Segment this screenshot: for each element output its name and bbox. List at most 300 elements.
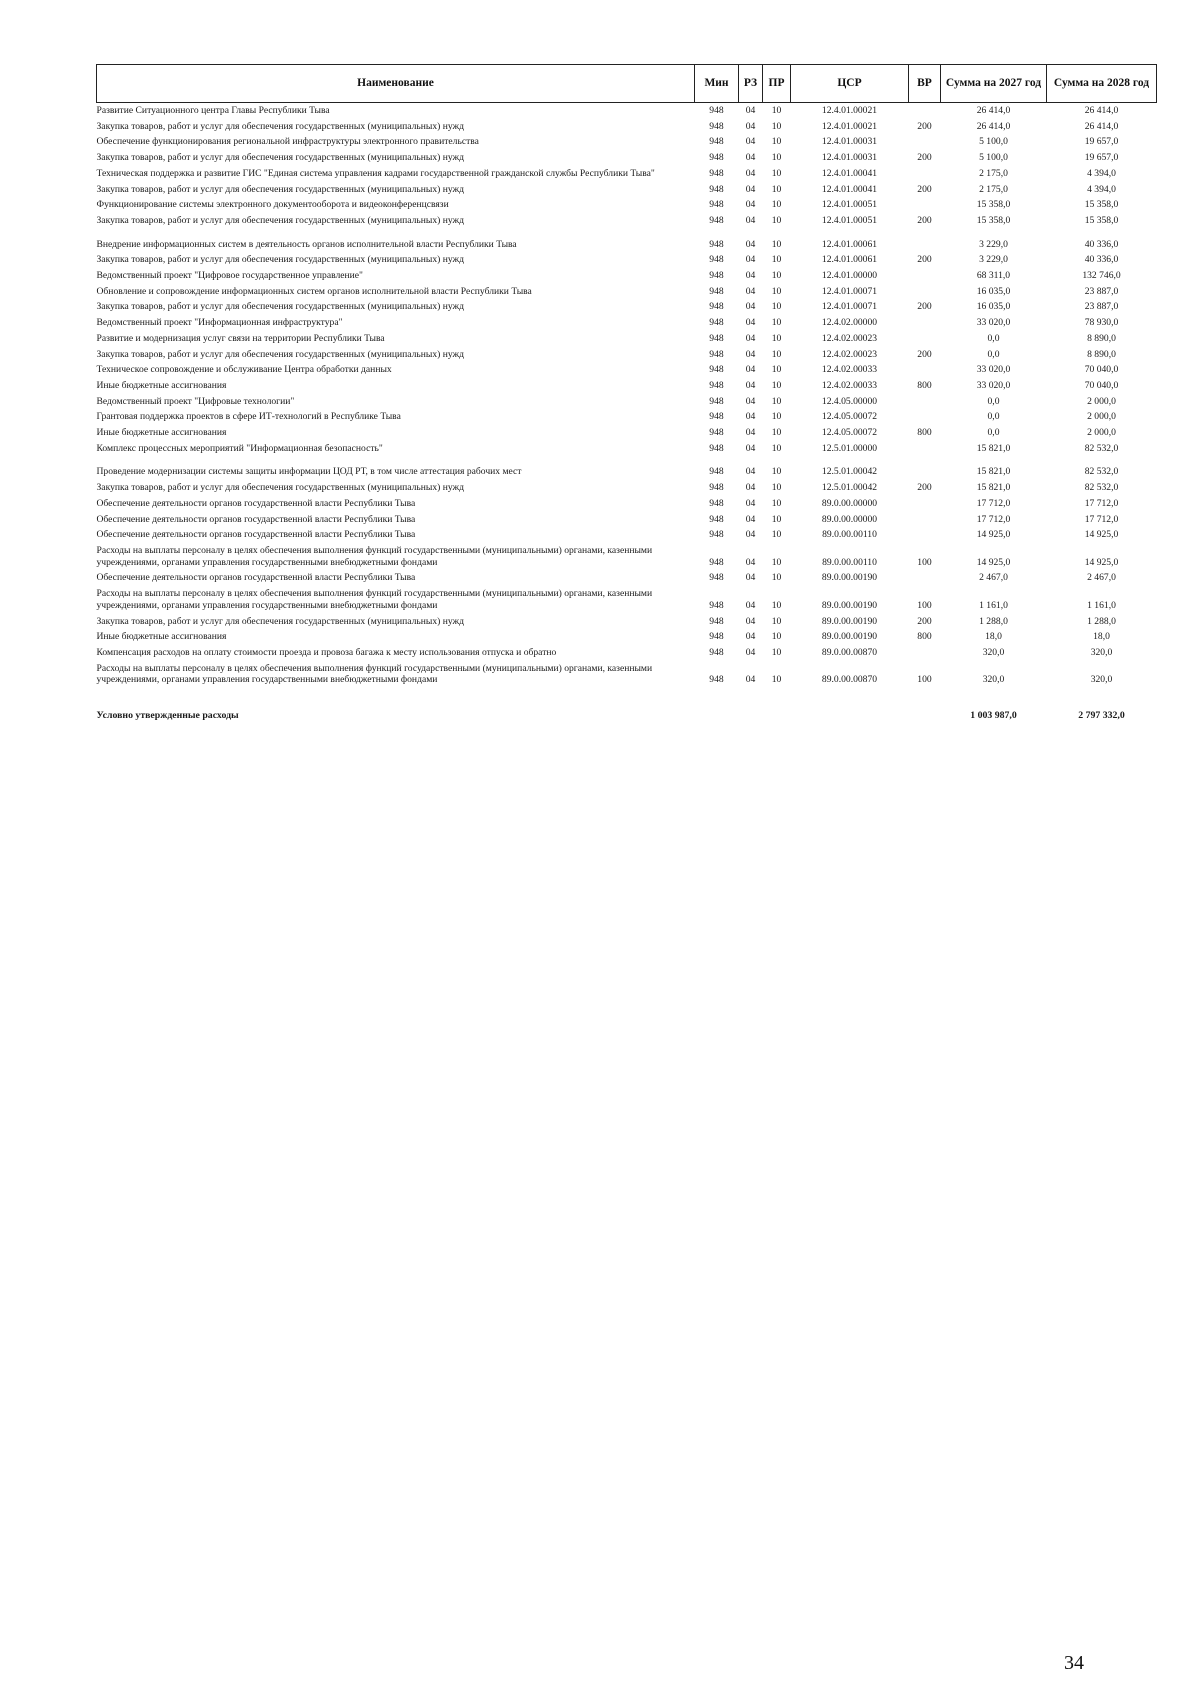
table-row (97, 103, 1157, 119)
table-row (97, 362, 1157, 378)
cell-sum-2027: 14 925,0 (976, 556, 1011, 568)
cell-csr: 12.4.01.00051 (821, 214, 878, 226)
cell-csr: 12.5.01.00042 (821, 466, 878, 478)
cell-pr: 10 (771, 301, 782, 313)
cell-sum-2027: 2 175,0 (979, 183, 1008, 195)
cell-csr: 12.4.01.00061 (821, 238, 878, 250)
cell-rz: 04 (745, 427, 756, 439)
cell-sum-2028: 82 532,0 (1084, 442, 1119, 454)
cell-sum-2027: 16 035,0 (976, 285, 1011, 297)
cell-rz: 04 (745, 615, 756, 627)
cell-pr: 10 (771, 674, 782, 686)
cell-sum-2027: 15 358,0 (976, 199, 1011, 211)
cell-sum-2027: 1 161,0 (979, 599, 1008, 611)
cell-csr: 89.0.00.00870 (821, 646, 878, 658)
cell-rz: 04 (745, 395, 756, 407)
cell-pr: 10 (771, 395, 782, 407)
cell-sum-2028: 8 890,0 (1087, 348, 1116, 360)
page-number: 34 (1064, 1652, 1084, 1674)
cell-pr: 10 (771, 599, 782, 611)
cell-name: Обеспечение деятельности органов государственной власти Республики Тыва (96, 572, 416, 584)
cell-rz: 04 (745, 152, 756, 164)
cell-csr: 89.0.00.00190 (821, 572, 878, 584)
cell-sum-2027: 5 100,0 (979, 136, 1008, 148)
cell-pr: 10 (771, 482, 782, 494)
cell-sum-2028: 15 358,0 (1084, 199, 1119, 211)
cell-min: 948 (709, 364, 724, 376)
cell-sum-2028: 82 532,0 (1084, 466, 1119, 478)
cell-sum-2028: 82 532,0 (1084, 482, 1119, 494)
cell-name: Грантовая поддержка проектов в сфере ИТ-технологий в Республике Тыва (96, 411, 401, 423)
cell-sum-2027: 33 020,0 (976, 317, 1011, 329)
cell-min: 948 (709, 254, 724, 266)
cell-csr: 12.4.05.00000 (821, 395, 878, 407)
cell-vr: 200 (917, 482, 932, 494)
cell-vr (909, 362, 941, 378)
cell-pr: 10 (771, 254, 782, 266)
cell-csr: 12.4.02.00033 (821, 364, 878, 376)
cell-sum-2028: 14 925,0 (1084, 529, 1119, 541)
cell-pr: 10 (771, 167, 782, 179)
table-row (97, 480, 1157, 496)
cell-sum-2027: 0,0 (987, 427, 1000, 439)
cell-sum-2027: 17 712,0 (976, 513, 1011, 525)
table-row (97, 496, 1157, 512)
total-row (97, 688, 1157, 724)
cell-pr: 10 (771, 199, 782, 211)
cell-name: Техническая поддержка и развитие ГИС "Единая система управления кадрами государственной гражданской службы Республики Тыва" (96, 167, 655, 179)
cell-csr: 12.4.02.00023 (821, 348, 878, 360)
cell-vr (909, 645, 941, 661)
cell-sum-2027: 2 467,0 (979, 572, 1008, 584)
cell-rz: 04 (745, 199, 756, 211)
cell-name: Ведомственный проект "Цифровые технологии" (96, 395, 295, 407)
empty-cell (909, 688, 941, 724)
cell-csr: 12.4.01.00031 (821, 136, 878, 148)
cell-rz: 04 (745, 301, 756, 313)
cell-vr (909, 268, 941, 284)
cell-min: 948 (709, 199, 724, 211)
cell-name: Расходы на выплаты персоналу в целях обеспечения выполнения функций государственными (муниципальными) органами, казенными учреждениями, органами управления государственными внебюджетными фондами (96, 544, 653, 568)
cell-csr: 12.4.01.00071 (821, 285, 878, 297)
cell-name: Расходы на выплаты персоналу в целях обеспечения выполнения функций государственными (муниципальными) органами, казенными учреждениями, органами управления государственными внебюджетными фондами (96, 662, 653, 686)
cell-rz: 04 (745, 674, 756, 686)
table-row (97, 394, 1157, 410)
table-row (97, 425, 1157, 441)
cell-vr: 100 (917, 556, 932, 568)
cell-vr (909, 394, 941, 410)
cell-sum-2028: 8 890,0 (1087, 332, 1116, 344)
cell-vr: 100 (917, 599, 932, 611)
cell-pr: 10 (771, 615, 782, 627)
table-row (97, 315, 1157, 331)
table-row (97, 284, 1157, 300)
cell-pr: 10 (771, 183, 782, 195)
table-row (97, 441, 1157, 457)
empty-cell (763, 688, 791, 724)
cell-sum-2027: 0,0 (987, 411, 1000, 423)
cell-sum-2028: 40 336,0 (1084, 254, 1119, 266)
cell-pr: 10 (771, 442, 782, 454)
cell-sum-2027: 33 020,0 (976, 379, 1011, 391)
cell-name: Техническое сопровождение и обслуживание Центра обработки данных (96, 364, 392, 376)
cell-pr: 10 (771, 572, 782, 584)
cell-sum-2028: 23 887,0 (1084, 285, 1119, 297)
cell-csr: 12.4.01.00021 (821, 120, 878, 132)
cell-min: 948 (709, 285, 724, 297)
cell-csr: 12.4.01.00051 (821, 199, 878, 211)
cell-rz: 04 (745, 317, 756, 329)
cell-rz: 04 (745, 482, 756, 494)
table-row (97, 586, 1157, 613)
cell-rz: 04 (745, 466, 756, 478)
header-vr: ВР (909, 65, 941, 103)
table-row (97, 409, 1157, 425)
cell-rz: 04 (745, 497, 756, 509)
cell-csr: 89.0.00.00870 (821, 674, 878, 686)
cell-pr: 10 (771, 120, 782, 132)
cell-vr (909, 315, 941, 331)
cell-sum-2027: 15 821,0 (976, 466, 1011, 478)
cell-name: Проведение модернизации системы защиты информации ЦОД РТ, в том числе аттестация рабочих мест (96, 466, 522, 478)
cell-pr: 10 (771, 427, 782, 439)
table-row (97, 570, 1157, 586)
cell-pr: 10 (771, 556, 782, 568)
cell-pr: 10 (771, 332, 782, 344)
cell-sum-2028: 26 414,0 (1084, 120, 1119, 132)
cell-pr: 10 (771, 529, 782, 541)
table-row (97, 268, 1157, 284)
table-row (97, 347, 1157, 363)
cell-vr (909, 166, 941, 182)
cell-name: Иные бюджетные ассигнования (96, 631, 227, 643)
cell-rz: 04 (745, 136, 756, 148)
cell-vr: 200 (917, 120, 932, 132)
cell-csr: 12.4.02.00000 (821, 317, 878, 329)
cell-sum-2028: 320,0 (1090, 646, 1113, 658)
cell-vr: 200 (917, 183, 932, 195)
cell-csr: 89.0.00.00110 (822, 556, 877, 568)
empty-cell (791, 688, 909, 724)
cell-vr (909, 527, 941, 543)
cell-min: 948 (709, 317, 724, 329)
cell-sum-2027: 3 229,0 (979, 254, 1008, 266)
cell-csr: 12.5.01.00042 (821, 482, 878, 494)
cell-vr: 800 (917, 427, 932, 439)
cell-name: Обновление и сопровождение информационных систем органов исполнительной власти Республики Тыва (96, 285, 532, 297)
cell-min: 948 (709, 167, 724, 179)
total-sum-2027: 1 003 987,0 (970, 710, 1017, 722)
cell-min: 948 (709, 379, 724, 391)
cell-pr: 10 (771, 152, 782, 164)
cell-name: Функционирование системы электронного документооборота и видеоконференцсвязи (96, 199, 449, 211)
cell-csr: 89.0.00.00190 (821, 599, 878, 611)
cell-rz: 04 (745, 599, 756, 611)
cell-rz: 04 (745, 120, 756, 132)
cell-vr (909, 570, 941, 586)
cell-vr: 800 (917, 379, 932, 391)
cell-min: 948 (709, 183, 724, 195)
cell-csr: 12.4.01.00041 (821, 183, 878, 195)
table-row (97, 331, 1157, 347)
cell-rz: 04 (745, 379, 756, 391)
cell-vr (909, 512, 941, 528)
cell-name: Обеспечение деятельности органов государственной власти Республики Тыва (96, 497, 416, 509)
cell-min: 948 (709, 301, 724, 313)
table-row (97, 661, 1157, 688)
cell-sum-2028: 132 746,0 (1082, 270, 1121, 282)
cell-sum-2028: 40 336,0 (1084, 238, 1119, 250)
cell-sum-2027: 3 229,0 (979, 238, 1008, 250)
cell-sum-2028: 19 657,0 (1084, 152, 1119, 164)
cell-sum-2028: 2 000,0 (1087, 411, 1116, 423)
cell-pr: 10 (771, 214, 782, 226)
cell-vr: 200 (917, 152, 932, 164)
cell-sum-2028: 78 930,0 (1084, 317, 1119, 329)
cell-csr: 89.0.00.00190 (821, 631, 878, 643)
cell-rz: 04 (745, 364, 756, 376)
cell-min: 948 (709, 615, 724, 627)
cell-vr (909, 284, 941, 300)
cell-vr (909, 496, 941, 512)
cell-min: 948 (709, 105, 724, 116)
header-pr: ПР (763, 65, 791, 103)
cell-sum-2028: 18,0 (1093, 631, 1110, 643)
cell-vr: 800 (917, 631, 932, 643)
cell-name: Обеспечение функционирования региональной инфраструктуры электронного правительства (96, 136, 479, 148)
table-row (97, 150, 1157, 166)
cell-sum-2028: 2 000,0 (1087, 395, 1116, 407)
cell-rz: 04 (745, 348, 756, 360)
cell-min: 948 (709, 395, 724, 407)
cell-min: 948 (709, 631, 724, 643)
cell-sum-2027: 15 821,0 (976, 442, 1011, 454)
cell-pr: 10 (771, 238, 782, 250)
cell-name: Ведомственный проект "Цифровое государственное управление" (96, 270, 363, 282)
cell-rz: 04 (745, 214, 756, 226)
cell-name: Закупка товаров, работ и услуг для обеспечения государственных (муниципальных) нужд (96, 152, 465, 164)
cell-min: 948 (709, 238, 724, 250)
cell-name: Развитие Ситуационного центра Главы Республики Тыва (96, 105, 330, 116)
cell-pr: 10 (771, 270, 782, 282)
cell-sum-2028: 2 467,0 (1087, 572, 1116, 584)
empty-cell (739, 688, 763, 724)
cell-sum-2028: 70 040,0 (1084, 379, 1119, 391)
cell-min: 948 (709, 136, 724, 148)
table-row (97, 166, 1157, 182)
cell-rz: 04 (745, 270, 756, 282)
cell-pr: 10 (771, 379, 782, 391)
cell-csr: 89.0.00.00000 (821, 497, 878, 509)
cell-csr: 12.4.01.00000 (821, 270, 878, 282)
cell-vr (909, 197, 941, 213)
table-row (97, 645, 1157, 661)
cell-name: Комплекс процессных мероприятий "Информационная безопасность" (96, 442, 383, 454)
cell-name: Обеспечение деятельности органов государственной власти Республики Тыва (96, 529, 416, 541)
cell-vr (909, 409, 941, 425)
cell-rz: 04 (745, 646, 756, 658)
cell-name: Внедрение информационных систем в деятельность органов исполнительной власти Республики Тыва (96, 238, 517, 250)
cell-pr: 10 (771, 646, 782, 658)
cell-min: 948 (709, 427, 724, 439)
table-row (97, 527, 1157, 543)
cell-csr: 12.4.01.00021 (821, 105, 878, 116)
table-row (97, 299, 1157, 315)
table-row (97, 456, 1157, 480)
cell-rz: 04 (745, 285, 756, 297)
cell-sum-2028: 14 925,0 (1084, 556, 1119, 568)
cell-name: Закупка товаров, работ и услуг для обеспечения государственных (муниципальных) нужд (96, 615, 465, 627)
table-row (97, 229, 1157, 253)
cell-pr: 10 (771, 348, 782, 360)
cell-csr: 89.0.00.00190 (821, 615, 878, 627)
cell-min: 948 (709, 152, 724, 164)
cell-rz: 04 (745, 411, 756, 423)
cell-vr (909, 456, 941, 480)
table-row (97, 614, 1157, 630)
cell-sum-2027: 18,0 (985, 631, 1002, 643)
cell-pr: 10 (771, 466, 782, 478)
cell-sum-2027: 26 414,0 (976, 105, 1011, 116)
cell-csr: 12.4.01.00071 (821, 301, 878, 313)
table-row (97, 134, 1157, 150)
cell-min: 948 (709, 270, 724, 282)
cell-rz: 04 (745, 105, 756, 116)
cell-sum-2027: 1 288,0 (979, 615, 1008, 627)
cell-rz: 04 (745, 529, 756, 541)
cell-name: Закупка товаров, работ и услуг для обеспечения государственных (муниципальных) нужд (96, 348, 465, 360)
cell-vr (909, 331, 941, 347)
cell-name: Обеспечение деятельности органов государственной власти Республики Тыва (96, 513, 416, 525)
cell-vr (909, 103, 941, 119)
cell-csr: 12.4.01.00041 (821, 167, 878, 179)
cell-csr: 12.4.01.00031 (821, 152, 878, 164)
table-row (97, 252, 1157, 268)
cell-sum-2028: 26 414,0 (1084, 105, 1119, 116)
cell-pr: 10 (771, 364, 782, 376)
cell-sum-2028: 320,0 (1090, 674, 1113, 686)
cell-sum-2028: 17 712,0 (1084, 497, 1119, 509)
cell-rz: 04 (745, 238, 756, 250)
header-name: Наименование (97, 65, 695, 103)
cell-rz: 04 (745, 254, 756, 266)
cell-name: Расходы на выплаты персоналу в целях обеспечения выполнения функций государственными (муниципальными) органами, казенными учреждениями, органами управления государственными внебюджетными фондами (96, 588, 653, 611)
cell-min: 948 (709, 348, 724, 360)
cell-rz: 04 (745, 631, 756, 643)
cell-name: Закупка товаров, работ и услуг для обеспечения государственных (муниципальных) нужд (96, 301, 465, 313)
cell-name: Закупка товаров, работ и услуг для обеспечения государственных (муниципальных) нужд (96, 482, 465, 494)
cell-sum-2027: 17 712,0 (976, 497, 1011, 509)
cell-vr: 200 (917, 301, 932, 313)
header-sum-2027: Сумма на 2027 год (941, 65, 1047, 103)
cell-min: 948 (709, 529, 724, 541)
table-row (97, 119, 1157, 135)
cell-name: Закупка товаров, работ и услуг для обеспечения государственных (муниципальных) нужд (96, 214, 465, 226)
cell-sum-2028: 4 394,0 (1087, 167, 1116, 179)
cell-sum-2027: 16 035,0 (976, 301, 1011, 313)
cell-sum-2028: 1 288,0 (1087, 615, 1116, 627)
cell-csr: 12.4.05.00072 (821, 411, 878, 423)
header-csr: ЦСР (791, 65, 909, 103)
cell-sum-2027: 15 358,0 (976, 214, 1011, 226)
table-row (97, 182, 1157, 198)
cell-sum-2027: 2 175,0 (979, 167, 1008, 179)
table-row (97, 512, 1157, 528)
cell-sum-2028: 17 712,0 (1084, 513, 1119, 525)
cell-min: 948 (709, 556, 724, 568)
cell-pr: 10 (771, 136, 782, 148)
cell-pr: 10 (771, 497, 782, 509)
cell-vr: 200 (917, 348, 932, 360)
cell-vr: 100 (917, 674, 932, 686)
budget-sheet (96, 64, 1156, 724)
cell-rz: 04 (745, 183, 756, 195)
cell-min: 948 (709, 442, 724, 454)
cell-sum-2027: 14 925,0 (976, 529, 1011, 541)
cell-pr: 10 (771, 513, 782, 525)
cell-rz: 04 (745, 572, 756, 584)
total-sum-2028: 2 797 332,0 (1078, 710, 1125, 722)
table-header (97, 65, 1157, 103)
cell-pr: 10 (771, 317, 782, 329)
cell-sum-2028: 15 358,0 (1084, 214, 1119, 226)
cell-min: 948 (709, 646, 724, 658)
cell-pr: 10 (771, 411, 782, 423)
cell-sum-2027: 26 414,0 (976, 120, 1011, 132)
cell-pr: 10 (771, 285, 782, 297)
cell-min: 948 (709, 513, 724, 525)
cell-min: 948 (709, 214, 724, 226)
cell-vr (909, 229, 941, 253)
cell-name: Ведомственный проект "Информационная инфраструктура" (96, 317, 343, 329)
cell-rz: 04 (745, 167, 756, 179)
cell-sum-2027: 68 311,0 (976, 270, 1011, 282)
empty-cell (695, 688, 739, 724)
cell-min: 948 (709, 411, 724, 423)
cell-csr: 12.4.01.00061 (821, 254, 878, 266)
cell-min: 948 (709, 466, 724, 478)
cell-vr (909, 441, 941, 457)
table-body (97, 103, 1157, 724)
cell-rz: 04 (745, 442, 756, 454)
cell-rz: 04 (745, 332, 756, 344)
cell-pr: 10 (771, 631, 782, 643)
total-label: Условно утвержденные расходы (96, 710, 239, 722)
cell-name: Компенсация расходов на оплату стоимости проезда и провоза багажа к месту использования отпуска и обратно (96, 646, 557, 658)
table-row (97, 213, 1157, 229)
table-row (97, 543, 1157, 570)
cell-sum-2027: 320,0 (982, 646, 1005, 658)
cell-csr: 12.5.01.00000 (821, 442, 878, 454)
cell-min: 948 (709, 572, 724, 584)
cell-name: Закупка товаров, работ и услуг для обеспечения государственных (муниципальных) нужд (96, 183, 465, 195)
budget-table (96, 64, 1157, 724)
header-rz: РЗ (739, 65, 763, 103)
cell-rz: 04 (745, 556, 756, 568)
cell-sum-2028: 19 657,0 (1084, 136, 1119, 148)
cell-sum-2028: 4 394,0 (1087, 183, 1116, 195)
cell-sum-2027: 5 100,0 (979, 152, 1008, 164)
cell-sum-2027: 15 821,0 (976, 482, 1011, 494)
cell-name: Иные бюджетные ассигнования (96, 427, 227, 439)
cell-vr: 200 (917, 214, 932, 226)
cell-min: 948 (709, 332, 724, 344)
cell-csr: 89.0.00.00110 (822, 529, 877, 541)
cell-vr: 200 (917, 615, 932, 627)
cell-vr (909, 134, 941, 150)
cell-sum-2027: 0,0 (987, 395, 1000, 407)
cell-sum-2027: 33 020,0 (976, 364, 1011, 376)
